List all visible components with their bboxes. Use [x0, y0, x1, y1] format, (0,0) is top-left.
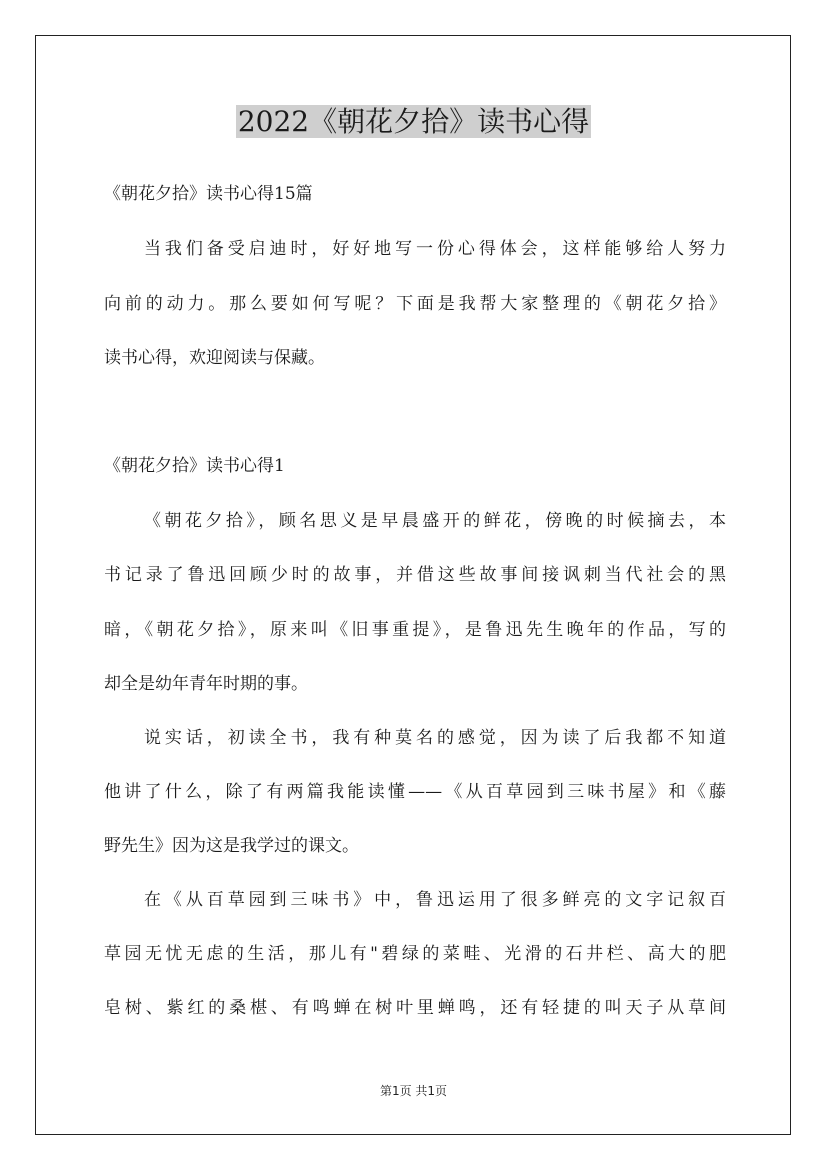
intro-line: 读书心得，欢迎阅读与保藏。	[104, 348, 325, 368]
paragraph-line: 在《从百草园到三味书》中，鲁迅运用了很多鲜亮的文字记叙百	[144, 890, 726, 910]
intro-line: 当我们备受启迪时，好好地写一份心得体会，这样能够给人努力	[144, 239, 726, 259]
document-title: 2022《朝花夕拾》读书心得	[237, 105, 590, 138]
paragraph-line: 野先生》因为这是我学过的课文。	[104, 836, 359, 856]
document-subtitle: 《朝花夕拾》读书心得15篇	[104, 184, 313, 204]
paragraph-line: 草园无忧无虑的生活，那儿有"碧绿的菜畦、光滑的石井栏、高大的肥	[104, 944, 726, 964]
paragraph-line: 皂树、紫红的桑椹、有鸣蝉在树叶里蝉鸣，还有轻捷的叫天子从草间	[104, 998, 726, 1018]
paragraph-line: 暗，《朝花夕拾》，原来叫《旧事重提》，是鲁迅先生晚年的作品，写的	[104, 620, 726, 640]
section-heading: 《朝花夕拾》读书心得1	[104, 456, 285, 476]
paragraph-line: 《朝花夕拾》，顾名思义是早晨盛开的鲜花，傍晚的时候摘去，本	[144, 511, 726, 531]
paragraph-line: 说实话，初读全书，我有种莫名的感觉，因为读了后我都不知道	[144, 728, 726, 748]
page-number: 第1页 共1页	[379, 1084, 448, 1098]
intro-line: 向前的动力。那么要如何写呢？下面是我帮大家整理的《朝花夕拾》	[104, 294, 726, 314]
paragraph-line: 他讲了什么，除了有两篇我能读懂——《从百草园到三味书屋》和《藤	[104, 782, 726, 802]
paragraph-line: 却全是幼年青年时期的事。	[104, 674, 308, 694]
paragraph-line: 书记录了鲁迅回顾少时的故事，并借这些故事间接讽刺当代社会的黑	[104, 565, 726, 585]
